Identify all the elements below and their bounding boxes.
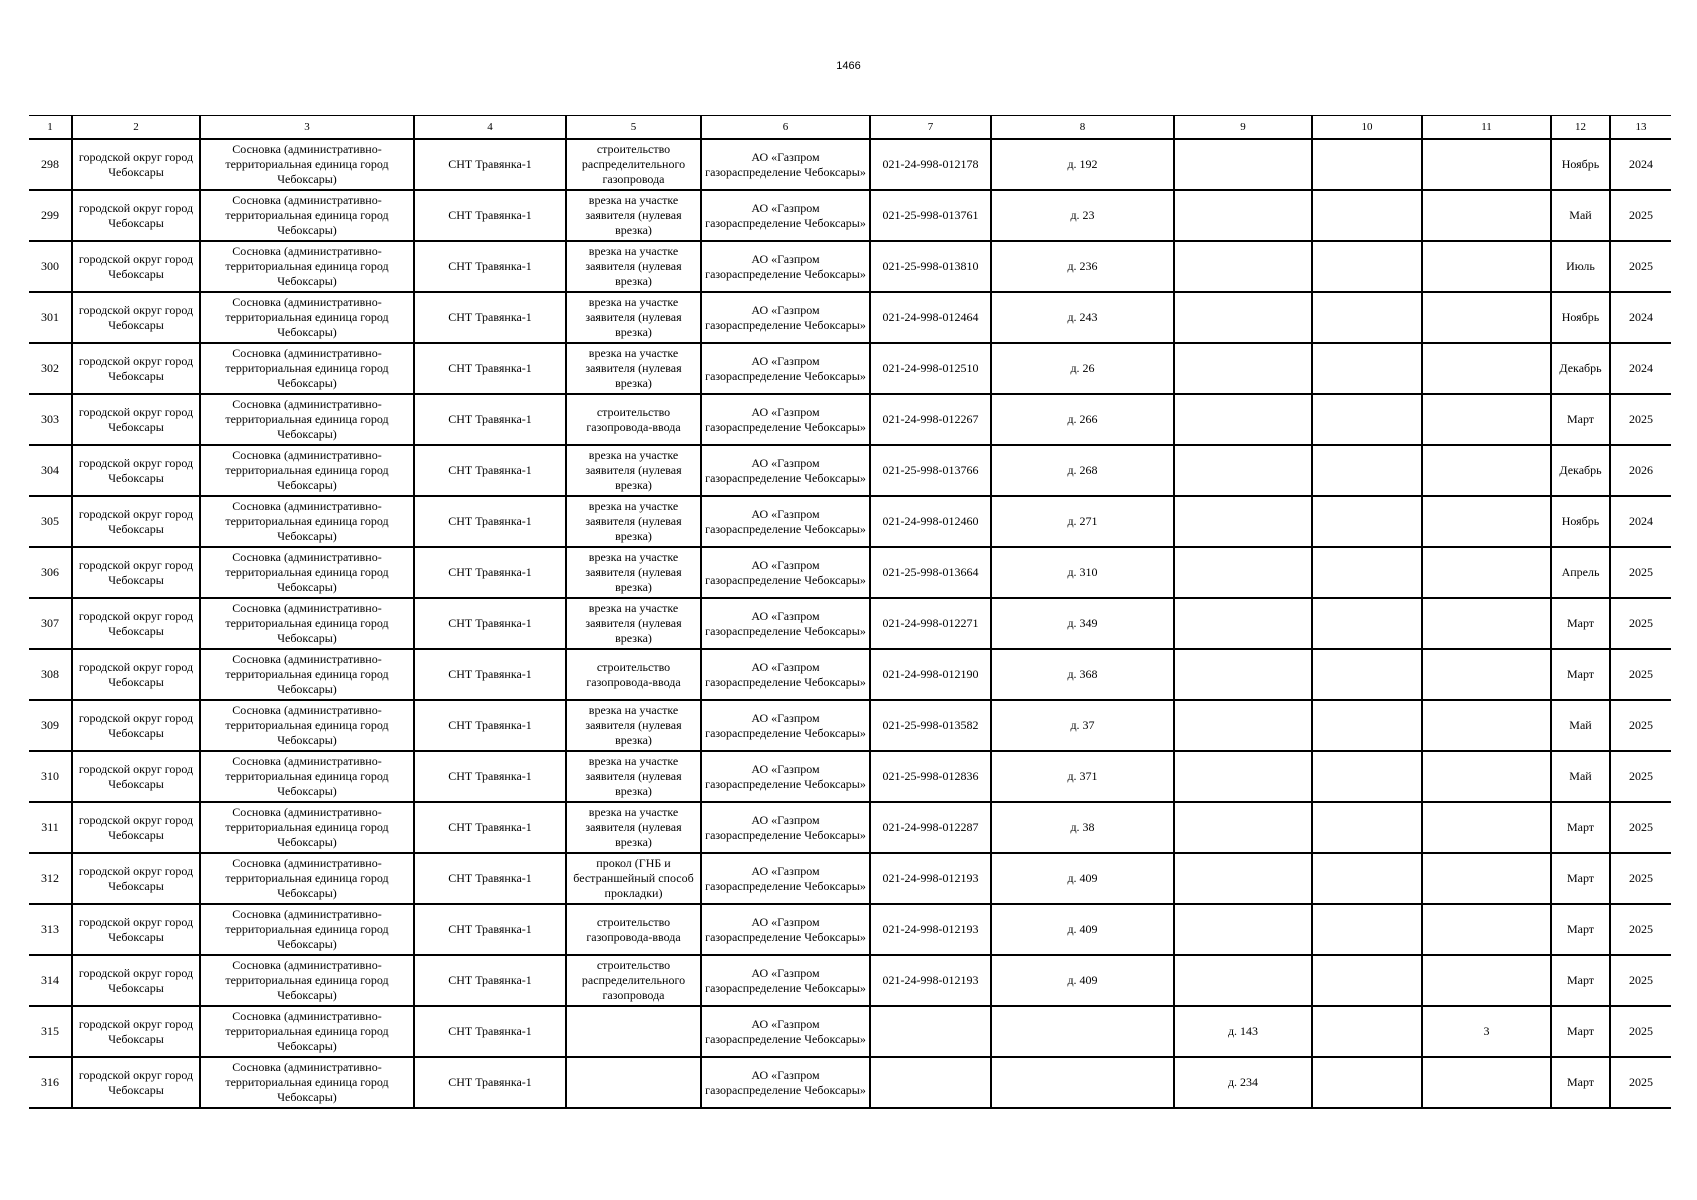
table-row	[29, 751, 1671, 802]
work-type-cell: врезка на участке заявителя (нулевая врезка)	[566, 343, 701, 394]
settlement-cell: Сосновка (административно-территориальная единица город Чебоксары)	[200, 1006, 414, 1057]
application-number-cell: 021-24-998-012193	[870, 955, 991, 1006]
row-number-cell: 303	[29, 394, 72, 445]
column-10-cell	[1312, 496, 1422, 547]
year-cell: 2025	[1610, 1057, 1671, 1108]
application-number-cell: 021-24-998-012460	[870, 496, 991, 547]
row-number-cell: 310	[29, 751, 72, 802]
column-header-3: 3	[200, 116, 414, 140]
work-type-cell: врезка на участке заявителя (нулевая врезка)	[566, 292, 701, 343]
organization-cell: АО «Газпром газораспределение Чебоксары»	[701, 751, 870, 802]
address-cell: д. 409	[991, 955, 1174, 1006]
organization-cell: АО «Газпром газораспределение Чебоксары»	[701, 139, 870, 190]
column-11-cell	[1422, 598, 1551, 649]
table-row	[29, 853, 1671, 904]
settlement-cell: Сосновка (административно-территориальная единица город Чебоксары)	[200, 853, 414, 904]
table-row	[29, 802, 1671, 853]
organization-cell: АО «Газпром газораспределение Чебоксары»	[701, 190, 870, 241]
page-number: 1466	[836, 60, 861, 72]
municipality-cell: городской округ город Чебоксары	[72, 241, 200, 292]
table-row	[29, 649, 1671, 700]
organization-cell: АО «Газпром газораспределение Чебоксары»	[701, 853, 870, 904]
locality-cell: СНТ Травянка-1	[414, 598, 566, 649]
settlement-cell: Сосновка (административно-территориальная единица город Чебоксары)	[200, 955, 414, 1006]
work-type-cell: врезка на участке заявителя (нулевая врезка)	[566, 598, 701, 649]
locality-cell: СНТ Травянка-1	[414, 241, 566, 292]
organization-cell: АО «Газпром газораспределение Чебоксары»	[701, 649, 870, 700]
application-number-cell: 021-24-998-012271	[870, 598, 991, 649]
month-cell: Ноябрь	[1551, 292, 1610, 343]
organization-cell: АО «Газпром газораспределение Чебоксары»	[701, 547, 870, 598]
column-9-cell	[1174, 853, 1312, 904]
column-9-cell	[1174, 241, 1312, 292]
address-cell	[991, 1057, 1174, 1108]
year-cell: 2025	[1610, 853, 1671, 904]
column-header-11: 11	[1422, 116, 1551, 140]
year-cell: 2025	[1610, 700, 1671, 751]
column-10-cell	[1312, 292, 1422, 343]
application-number-cell: 021-24-998-012193	[870, 853, 991, 904]
column-10-cell	[1312, 547, 1422, 598]
column-header-10: 10	[1312, 116, 1422, 140]
municipality-cell: городской округ город Чебоксары	[72, 598, 200, 649]
municipality-cell: городской округ город Чебоксары	[72, 1006, 200, 1057]
application-number-cell: 021-24-998-012267	[870, 394, 991, 445]
municipality-cell: городской округ город Чебоксары	[72, 496, 200, 547]
settlement-cell: Сосновка (административно-территориальная единица город Чебоксары)	[200, 904, 414, 955]
column-11-cell	[1422, 751, 1551, 802]
address-cell: д. 243	[991, 292, 1174, 343]
month-cell: Март	[1551, 1057, 1610, 1108]
table-row	[29, 496, 1671, 547]
municipality-cell: городской округ город Чебоксары	[72, 394, 200, 445]
locality-cell: СНТ Травянка-1	[414, 343, 566, 394]
column-11-cell	[1422, 1057, 1551, 1108]
column-10-cell	[1312, 241, 1422, 292]
address-cell: д. 236	[991, 241, 1174, 292]
column-11-cell	[1422, 241, 1551, 292]
month-cell: Март	[1551, 904, 1610, 955]
column-11-cell	[1422, 496, 1551, 547]
column-9-cell: д. 143	[1174, 1006, 1312, 1057]
table-row	[29, 700, 1671, 751]
organization-cell: АО «Газпром газораспределение Чебоксары»	[701, 1006, 870, 1057]
month-cell: Март	[1551, 853, 1610, 904]
application-number-cell: 021-24-998-012464	[870, 292, 991, 343]
column-11-cell	[1422, 853, 1551, 904]
column-11-cell	[1422, 700, 1551, 751]
locality-cell: СНТ Травянка-1	[414, 700, 566, 751]
column-10-cell	[1312, 904, 1422, 955]
column-10-cell	[1312, 802, 1422, 853]
municipality-cell: городской округ город Чебоксары	[72, 904, 200, 955]
address-cell: д. 409	[991, 853, 1174, 904]
organization-cell: АО «Газпром газораспределение Чебоксары»	[701, 802, 870, 853]
table-row	[29, 343, 1671, 394]
address-cell: д. 349	[991, 598, 1174, 649]
column-header-4: 4	[414, 116, 566, 140]
column-11-cell	[1422, 139, 1551, 190]
municipality-cell: городской округ город Чебоксары	[72, 343, 200, 394]
column-10-cell	[1312, 955, 1422, 1006]
column-9-cell	[1174, 190, 1312, 241]
row-number-cell: 306	[29, 547, 72, 598]
organization-cell: АО «Газпром газораспределение Чебоксары»	[701, 700, 870, 751]
month-cell: Ноябрь	[1551, 496, 1610, 547]
table-row	[29, 241, 1671, 292]
row-number-cell: 308	[29, 649, 72, 700]
row-number-cell: 301	[29, 292, 72, 343]
column-header-9: 9	[1174, 116, 1312, 140]
organization-cell: АО «Газпром газораспределение Чебоксары»	[701, 343, 870, 394]
column-11-cell	[1422, 292, 1551, 343]
year-cell: 2025	[1610, 955, 1671, 1006]
organization-cell: АО «Газпром газораспределение Чебоксары»	[701, 496, 870, 547]
settlement-cell: Сосновка (административно-территориальная единица город Чебоксары)	[200, 751, 414, 802]
column-9-cell	[1174, 496, 1312, 547]
work-type-cell: врезка на участке заявителя (нулевая врезка)	[566, 802, 701, 853]
month-cell: Май	[1551, 700, 1610, 751]
address-cell: д. 409	[991, 904, 1174, 955]
application-number-cell: 021-25-998-013664	[870, 547, 991, 598]
municipality-cell: городской округ город Чебоксары	[72, 547, 200, 598]
table-row	[29, 190, 1671, 241]
column-header-5: 5	[566, 116, 701, 140]
row-number-cell: 307	[29, 598, 72, 649]
year-cell: 2024	[1610, 496, 1671, 547]
work-type-cell: строительство газопровода-ввода	[566, 394, 701, 445]
organization-cell: АО «Газпром газораспределение Чебоксары»	[701, 598, 870, 649]
column-header-1: 1	[29, 116, 72, 140]
work-type-cell: врезка на участке заявителя (нулевая врезка)	[566, 700, 701, 751]
address-cell: д. 368	[991, 649, 1174, 700]
column-11-cell	[1422, 649, 1551, 700]
work-type-cell: врезка на участке заявителя (нулевая врезка)	[566, 190, 701, 241]
locality-cell: СНТ Травянка-1	[414, 802, 566, 853]
column-9-cell	[1174, 649, 1312, 700]
column-10-cell	[1312, 394, 1422, 445]
year-cell: 2025	[1610, 802, 1671, 853]
row-number-cell: 309	[29, 700, 72, 751]
locality-cell: СНТ Травянка-1	[414, 751, 566, 802]
year-cell: 2026	[1610, 445, 1671, 496]
year-cell: 2024	[1610, 139, 1671, 190]
work-type-cell: прокол (ГНБ и бестраншейный способ прокладки)	[566, 853, 701, 904]
column-9-cell	[1174, 139, 1312, 190]
application-number-cell: 021-24-998-012510	[870, 343, 991, 394]
table-row	[29, 445, 1671, 496]
year-cell: 2024	[1610, 343, 1671, 394]
address-cell: д. 371	[991, 751, 1174, 802]
work-type-cell	[566, 1006, 701, 1057]
organization-cell: АО «Газпром газораспределение Чебоксары»	[701, 445, 870, 496]
column-9-cell	[1174, 547, 1312, 598]
month-cell: Апрель	[1551, 547, 1610, 598]
month-cell: Май	[1551, 751, 1610, 802]
year-cell: 2025	[1610, 547, 1671, 598]
address-cell	[991, 1006, 1174, 1057]
application-number-cell: 021-25-998-013761	[870, 190, 991, 241]
municipality-cell: городской округ город Чебоксары	[72, 853, 200, 904]
table-row	[29, 1006, 1671, 1057]
locality-cell: СНТ Травянка-1	[414, 649, 566, 700]
application-number-cell: 021-24-998-012190	[870, 649, 991, 700]
work-type-cell: строительство распределительного газопровода	[566, 955, 701, 1006]
table-row	[29, 955, 1671, 1006]
column-11-cell	[1422, 190, 1551, 241]
year-cell: 2025	[1610, 1006, 1671, 1057]
address-cell: д. 310	[991, 547, 1174, 598]
column-9-cell	[1174, 955, 1312, 1006]
row-number-cell: 302	[29, 343, 72, 394]
table-row	[29, 904, 1671, 955]
organization-cell: АО «Газпром газораспределение Чебоксары»	[701, 1057, 870, 1108]
row-number-cell: 304	[29, 445, 72, 496]
column-9-cell	[1174, 751, 1312, 802]
column-header-6: 6	[701, 116, 870, 140]
settlement-cell: Сосновка (административно-территориальная единица город Чебоксары)	[200, 139, 414, 190]
settlement-cell: Сосновка (административно-территориальная единица город Чебоксары)	[200, 649, 414, 700]
municipality-cell: городской округ город Чебоксары	[72, 700, 200, 751]
column-11-cell	[1422, 802, 1551, 853]
column-10-cell	[1312, 598, 1422, 649]
column-9-cell: д. 234	[1174, 1057, 1312, 1108]
work-type-cell: строительство газопровода-ввода	[566, 904, 701, 955]
column-10-cell	[1312, 1006, 1422, 1057]
municipality-cell: городской округ город Чебоксары	[72, 802, 200, 853]
application-number-cell: 021-24-998-012287	[870, 802, 991, 853]
year-cell: 2025	[1610, 904, 1671, 955]
column-9-cell	[1174, 598, 1312, 649]
municipality-cell: городской округ город Чебоксары	[72, 139, 200, 190]
address-cell: д. 38	[991, 802, 1174, 853]
row-number-cell: 305	[29, 496, 72, 547]
year-cell: 2025	[1610, 241, 1671, 292]
locality-cell: СНТ Травянка-1	[414, 445, 566, 496]
work-type-cell	[566, 1057, 701, 1108]
work-type-cell: врезка на участке заявителя (нулевая врезка)	[566, 241, 701, 292]
column-header-7: 7	[870, 116, 991, 140]
column-11-cell: 3	[1422, 1006, 1551, 1057]
column-header-13: 13	[1610, 116, 1671, 140]
settlement-cell: Сосновка (административно-территориальная единица город Чебоксары)	[200, 241, 414, 292]
municipality-cell: городской округ город Чебоксары	[72, 1057, 200, 1108]
application-number-cell: 021-25-998-013582	[870, 700, 991, 751]
municipality-cell: городской округ город Чебоксары	[72, 292, 200, 343]
table-row	[29, 1057, 1671, 1108]
column-10-cell	[1312, 649, 1422, 700]
locality-cell: СНТ Травянка-1	[414, 853, 566, 904]
locality-cell: СНТ Травянка-1	[414, 139, 566, 190]
month-cell: Март	[1551, 649, 1610, 700]
table-row	[29, 598, 1671, 649]
column-10-cell	[1312, 343, 1422, 394]
organization-cell: АО «Газпром газораспределение Чебоксары»	[701, 955, 870, 1006]
table-row	[29, 394, 1671, 445]
year-cell: 2025	[1610, 394, 1671, 445]
row-number-cell: 313	[29, 904, 72, 955]
application-number-cell: 021-24-998-012178	[870, 139, 991, 190]
column-10-cell	[1312, 190, 1422, 241]
row-number-cell: 316	[29, 1057, 72, 1108]
column-header-2: 2	[72, 116, 200, 140]
settlement-cell: Сосновка (административно-территориальная единица город Чебоксары)	[200, 598, 414, 649]
column-9-cell	[1174, 445, 1312, 496]
table-row	[29, 547, 1671, 598]
settlement-cell: Сосновка (административно-территориальная единица город Чебоксары)	[200, 700, 414, 751]
municipality-cell: городской округ город Чебоксары	[72, 190, 200, 241]
address-cell: д. 271	[991, 496, 1174, 547]
application-number-cell: 021-24-998-012193	[870, 904, 991, 955]
application-number-cell: 021-25-998-013766	[870, 445, 991, 496]
locality-cell: СНТ Травянка-1	[414, 955, 566, 1006]
column-10-cell	[1312, 1057, 1422, 1108]
locality-cell: СНТ Травянка-1	[414, 1006, 566, 1057]
month-cell: Март	[1551, 802, 1610, 853]
year-cell: 2025	[1610, 190, 1671, 241]
year-cell: 2024	[1610, 292, 1671, 343]
month-cell: Декабрь	[1551, 445, 1610, 496]
locality-cell: СНТ Травянка-1	[414, 496, 566, 547]
column-9-cell	[1174, 802, 1312, 853]
row-number-cell: 312	[29, 853, 72, 904]
row-number-cell: 299	[29, 190, 72, 241]
municipality-cell: городской округ город Чебоксары	[72, 751, 200, 802]
month-cell: Март	[1551, 598, 1610, 649]
year-cell: 2025	[1610, 649, 1671, 700]
row-number-cell: 314	[29, 955, 72, 1006]
settlement-cell: Сосновка (административно-территориальная единица город Чебоксары)	[200, 1057, 414, 1108]
column-9-cell	[1174, 700, 1312, 751]
column-11-cell	[1422, 904, 1551, 955]
data-table	[29, 115, 1671, 1109]
column-11-cell	[1422, 394, 1551, 445]
organization-cell: АО «Газпром газораспределение Чебоксары»	[701, 394, 870, 445]
application-number-cell	[870, 1006, 991, 1057]
row-number-cell: 300	[29, 241, 72, 292]
municipality-cell: городской округ город Чебоксары	[72, 649, 200, 700]
settlement-cell: Сосновка (административно-территориальная единица город Чебоксары)	[200, 547, 414, 598]
municipality-cell: городской округ город Чебоксары	[72, 445, 200, 496]
settlement-cell: Сосновка (административно-территориальная единица город Чебоксары)	[200, 343, 414, 394]
column-9-cell	[1174, 292, 1312, 343]
address-cell: д. 268	[991, 445, 1174, 496]
application-number-cell: 021-25-998-013810	[870, 241, 991, 292]
column-11-cell	[1422, 547, 1551, 598]
column-header-8: 8	[991, 116, 1174, 140]
row-number-cell: 311	[29, 802, 72, 853]
work-type-cell: строительство газопровода-ввода	[566, 649, 701, 700]
locality-cell: СНТ Травянка-1	[414, 547, 566, 598]
locality-cell: СНТ Травянка-1	[414, 394, 566, 445]
column-9-cell	[1174, 343, 1312, 394]
work-type-cell: строительство распределительного газопровода	[566, 139, 701, 190]
work-type-cell: врезка на участке заявителя (нулевая врезка)	[566, 496, 701, 547]
column-header-12: 12	[1551, 116, 1610, 140]
column-10-cell	[1312, 139, 1422, 190]
year-cell: 2025	[1610, 751, 1671, 802]
address-cell: д. 23	[991, 190, 1174, 241]
table-row	[29, 139, 1671, 190]
settlement-cell: Сосновка (административно-территориальная единица город Чебоксары)	[200, 292, 414, 343]
column-9-cell	[1174, 394, 1312, 445]
work-type-cell: врезка на участке заявителя (нулевая врезка)	[566, 547, 701, 598]
month-cell: Март	[1551, 394, 1610, 445]
column-10-cell	[1312, 700, 1422, 751]
table-body	[29, 139, 1671, 1108]
locality-cell: СНТ Травянка-1	[414, 1057, 566, 1108]
row-number-cell: 315	[29, 1006, 72, 1057]
application-number-cell: 021-25-998-012836	[870, 751, 991, 802]
row-number-cell: 298	[29, 139, 72, 190]
address-cell: д. 37	[991, 700, 1174, 751]
column-10-cell	[1312, 445, 1422, 496]
work-type-cell: врезка на участке заявителя (нулевая врезка)	[566, 751, 701, 802]
column-10-cell	[1312, 853, 1422, 904]
application-number-cell	[870, 1057, 991, 1108]
settlement-cell: Сосновка (административно-территориальная единица город Чебоксары)	[200, 394, 414, 445]
month-cell: Март	[1551, 1006, 1610, 1057]
column-11-cell	[1422, 955, 1551, 1006]
address-cell: д. 266	[991, 394, 1174, 445]
column-11-cell	[1422, 445, 1551, 496]
settlement-cell: Сосновка (административно-территориальная единица город Чебоксары)	[200, 190, 414, 241]
organization-cell: АО «Газпром газораспределение Чебоксары»	[701, 241, 870, 292]
month-cell: Март	[1551, 955, 1610, 1006]
settlement-cell: Сосновка (административно-территориальная единица город Чебоксары)	[200, 496, 414, 547]
locality-cell: СНТ Травянка-1	[414, 292, 566, 343]
address-cell: д. 192	[991, 139, 1174, 190]
column-11-cell	[1422, 343, 1551, 394]
table-row	[29, 292, 1671, 343]
month-cell: Декабрь	[1551, 343, 1610, 394]
column-number-row	[29, 116, 1671, 140]
municipality-cell: городской округ город Чебоксары	[72, 955, 200, 1006]
organization-cell: АО «Газпром газораспределение Чебоксары»	[701, 904, 870, 955]
organization-cell: АО «Газпром газораспределение Чебоксары»	[701, 292, 870, 343]
column-9-cell	[1174, 904, 1312, 955]
address-cell: д. 26	[991, 343, 1174, 394]
month-cell: Ноябрь	[1551, 139, 1610, 190]
settlement-cell: Сосновка (административно-территориальная единица город Чебоксары)	[200, 802, 414, 853]
month-cell: Июль	[1551, 241, 1610, 292]
work-type-cell: врезка на участке заявителя (нулевая врезка)	[566, 445, 701, 496]
locality-cell: СНТ Травянка-1	[414, 190, 566, 241]
locality-cell: СНТ Травянка-1	[414, 904, 566, 955]
month-cell: Май	[1551, 190, 1610, 241]
year-cell: 2025	[1610, 598, 1671, 649]
column-10-cell	[1312, 751, 1422, 802]
settlement-cell: Сосновка (административно-территориальная единица город Чебоксары)	[200, 445, 414, 496]
